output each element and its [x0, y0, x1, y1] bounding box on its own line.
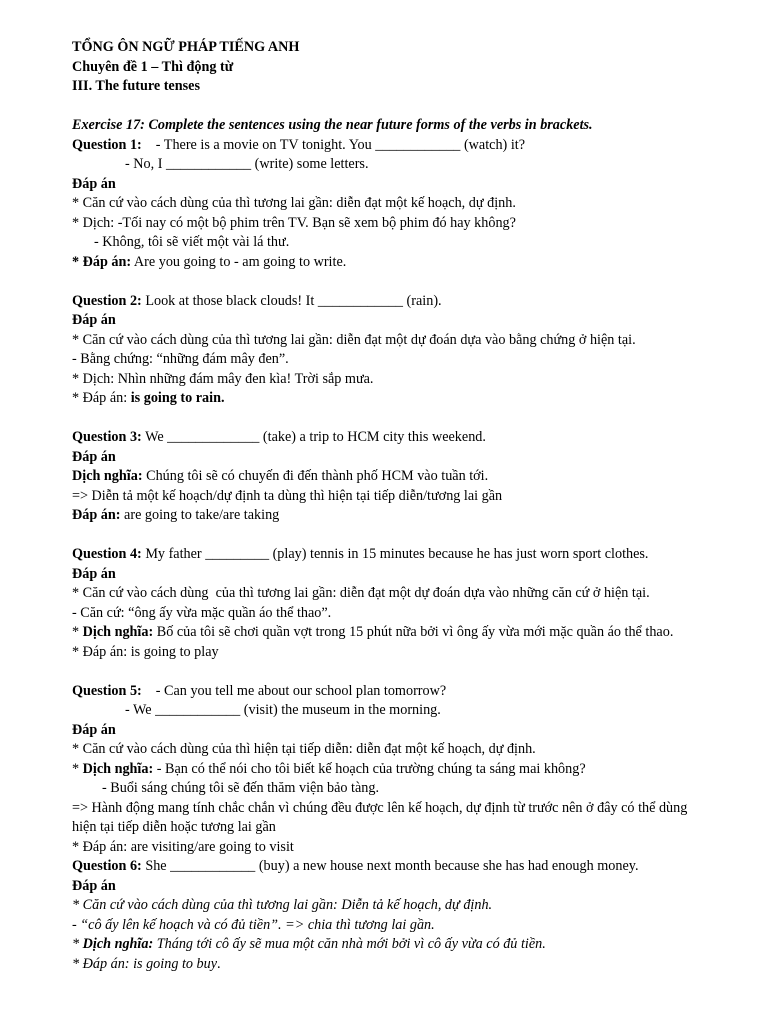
- evidence: - “cô ấy lên kế hoạch và có đủ tiền”. => chia thì tương lai gần.: [72, 916, 435, 933]
- answer-value: is going to rain.: [130, 390, 225, 406]
- question-1-reply: - No, I ____________ (write) some letters.: [125, 156, 369, 172]
- answer-line: * Đáp án: is going to play: [72, 643, 219, 660]
- translation-reply: - Buổi sáng chúng tôi sẽ đến thăm viện bảo tàng.: [102, 780, 379, 796]
- topic-heading: Chuyên đề 1 – Thì động từ: [72, 58, 234, 75]
- explanation: * Căn cứ vào cách dùng của thì tương lai gần: diễn đạt một kế hoạch, dự định.: [72, 195, 516, 211]
- section-heading: III. The future tenses: [72, 78, 200, 94]
- answer-heading: Đáp án: [72, 877, 116, 894]
- answer-line: [72, 955, 722, 975]
- translation-label: Dịch nghĩa:: [82, 936, 154, 952]
- answer-label: Đáp án:: [72, 507, 121, 523]
- answer-heading: Đáp án: [72, 448, 116, 465]
- document-body: [72, 38, 722, 974]
- question-text: She ____________ (buy) a new house next month because she has had enough money.: [145, 858, 639, 874]
- translation-text: Tháng tới cô ấy sẽ mua một căn nhà mới bởi vì cô ấy vừa có đủ tiền.: [156, 936, 546, 952]
- answer-value: * Đáp án: is going to buy: [72, 955, 218, 972]
- translation-text: Chúng tôi sẽ có chuyến đi đến thành phố HCM vào tuần tới.: [146, 468, 489, 484]
- question-3: [72, 428, 722, 448]
- question-4: [72, 545, 722, 565]
- translation-reply: - Không, tôi sẽ viết một vài lá thư.: [94, 234, 290, 250]
- answer-heading: Đáp án: [72, 312, 116, 328]
- answer-label: * Đáp án:: [72, 390, 128, 406]
- answer-heading: Đáp án: [72, 721, 116, 738]
- question-text: My father _________ (play) tennis in 15 minutes because he has just worn sport clothes.: [145, 546, 649, 562]
- question-1: [72, 136, 722, 156]
- answer-line: [72, 253, 722, 273]
- question-5: [72, 682, 722, 702]
- question-text: Look at those black clouds! It ____________ (rain).: [145, 292, 442, 309]
- explanation: * Căn cứ vào cách dùng của thì tương lai gần: diễn đạt một dự đoán dựa vào bằng chứng ở hiện tại.: [72, 331, 636, 348]
- answer-heading: Đáp án: [72, 565, 116, 582]
- translation: * Dịch: -Tối nay có một bộ phim trên TV. Bạn sẽ xem bộ phim đó hay không?: [72, 214, 516, 231]
- translation-label: Dịch nghĩa:: [82, 760, 154, 777]
- question-text: - There is a movie on TV tonight. You ____________ (watch) it?: [155, 136, 525, 153]
- answer-line: * Đáp án: are visiting/are going to visit: [72, 838, 294, 855]
- question-label: Question 3:: [72, 429, 142, 445]
- answer-heading: Đáp án: [72, 175, 116, 192]
- translation: [72, 935, 722, 955]
- conclusion: => Diễn tả một kế hoạch/dự định ta dùng thì hiện tại tiếp diễn/tương lai gần: [72, 487, 503, 504]
- question-text: We _____________ (take) a trip to HCM city this weekend.: [145, 429, 486, 445]
- translation: [72, 467, 722, 487]
- answer-line: [72, 389, 722, 409]
- question-label: Question 2:: [72, 292, 142, 309]
- question-2: [72, 292, 722, 312]
- translation-prefix: *: [72, 760, 83, 777]
- question-5-reply: - We ____________ (visit) the museum in the morning.: [125, 702, 441, 718]
- question-label: Question 6:: [72, 858, 142, 874]
- answer-period: .: [217, 955, 221, 972]
- explanation: * Căn cứ vào cách dùng của thì hiện tại tiếp diễn: diễn đạt một kế hoạch, dự định.: [72, 741, 536, 757]
- conclusion: => Hành động mang tính chắc chắn vì chúng đều được lên kế hoạch, dự định từ trước nên ở đây có thể dùng hiện tại tiếp diễn hoặc tương lai gần: [72, 799, 688, 835]
- translation-prefix: *: [72, 624, 83, 640]
- answer-label: * Đáp án:: [72, 253, 132, 270]
- translation-text: Bố của tôi sẽ chơi quần vợt trong 15 phút nữa bởi vì ông ấy vừa mới mặc quần áo thể thao.: [156, 624, 674, 640]
- evidence: - Bằng chứng: “những đám mây đen”.: [72, 351, 289, 367]
- exercise-instruction: Exercise 17: Complete the sentences using the near future forms of the verbs in brackets.: [72, 117, 593, 133]
- translation-label: Dịch nghĩa:: [82, 624, 154, 640]
- explanation: * Căn cứ vào cách dùng của thì tương lai gần: diễn đạt một dự đoán dựa vào những căn cứ ở hiện tại.: [72, 585, 650, 601]
- translation-label: Dịch nghĩa:: [72, 468, 143, 484]
- translation-prefix: *: [72, 936, 83, 952]
- document-title: TỔNG ÔN NGỮ PHÁP TIẾNG ANH: [72, 39, 300, 55]
- explanation: * Căn cứ vào cách dùng của thì tương lai gần: Diễn tả kế hoạch, dự định.: [72, 897, 493, 913]
- answer-line: [72, 506, 722, 526]
- question-6: [72, 857, 722, 877]
- evidence: - Căn cứ: “ông ấy vừa mặc quần áo thể thao”.: [72, 604, 332, 621]
- answer-value: Are you going to - am going to write.: [133, 253, 347, 270]
- question-text: - Can you tell me about our school plan tomorrow?: [155, 682, 447, 699]
- question-label: Question 4:: [72, 546, 142, 562]
- translation: * Dịch: Nhìn những đám mây đen kìa! Trời sắp mưa.: [72, 370, 374, 387]
- question-label: Question 1:: [72, 136, 142, 153]
- translation: [72, 623, 722, 643]
- answer-value: are going to take/are taking: [124, 507, 280, 523]
- question-label: Question 5:: [72, 682, 142, 699]
- translation-text: - Bạn có thể nói cho tôi biết kế hoạch của trường chúng ta sáng mai không?: [156, 760, 586, 777]
- translation: [72, 760, 722, 780]
